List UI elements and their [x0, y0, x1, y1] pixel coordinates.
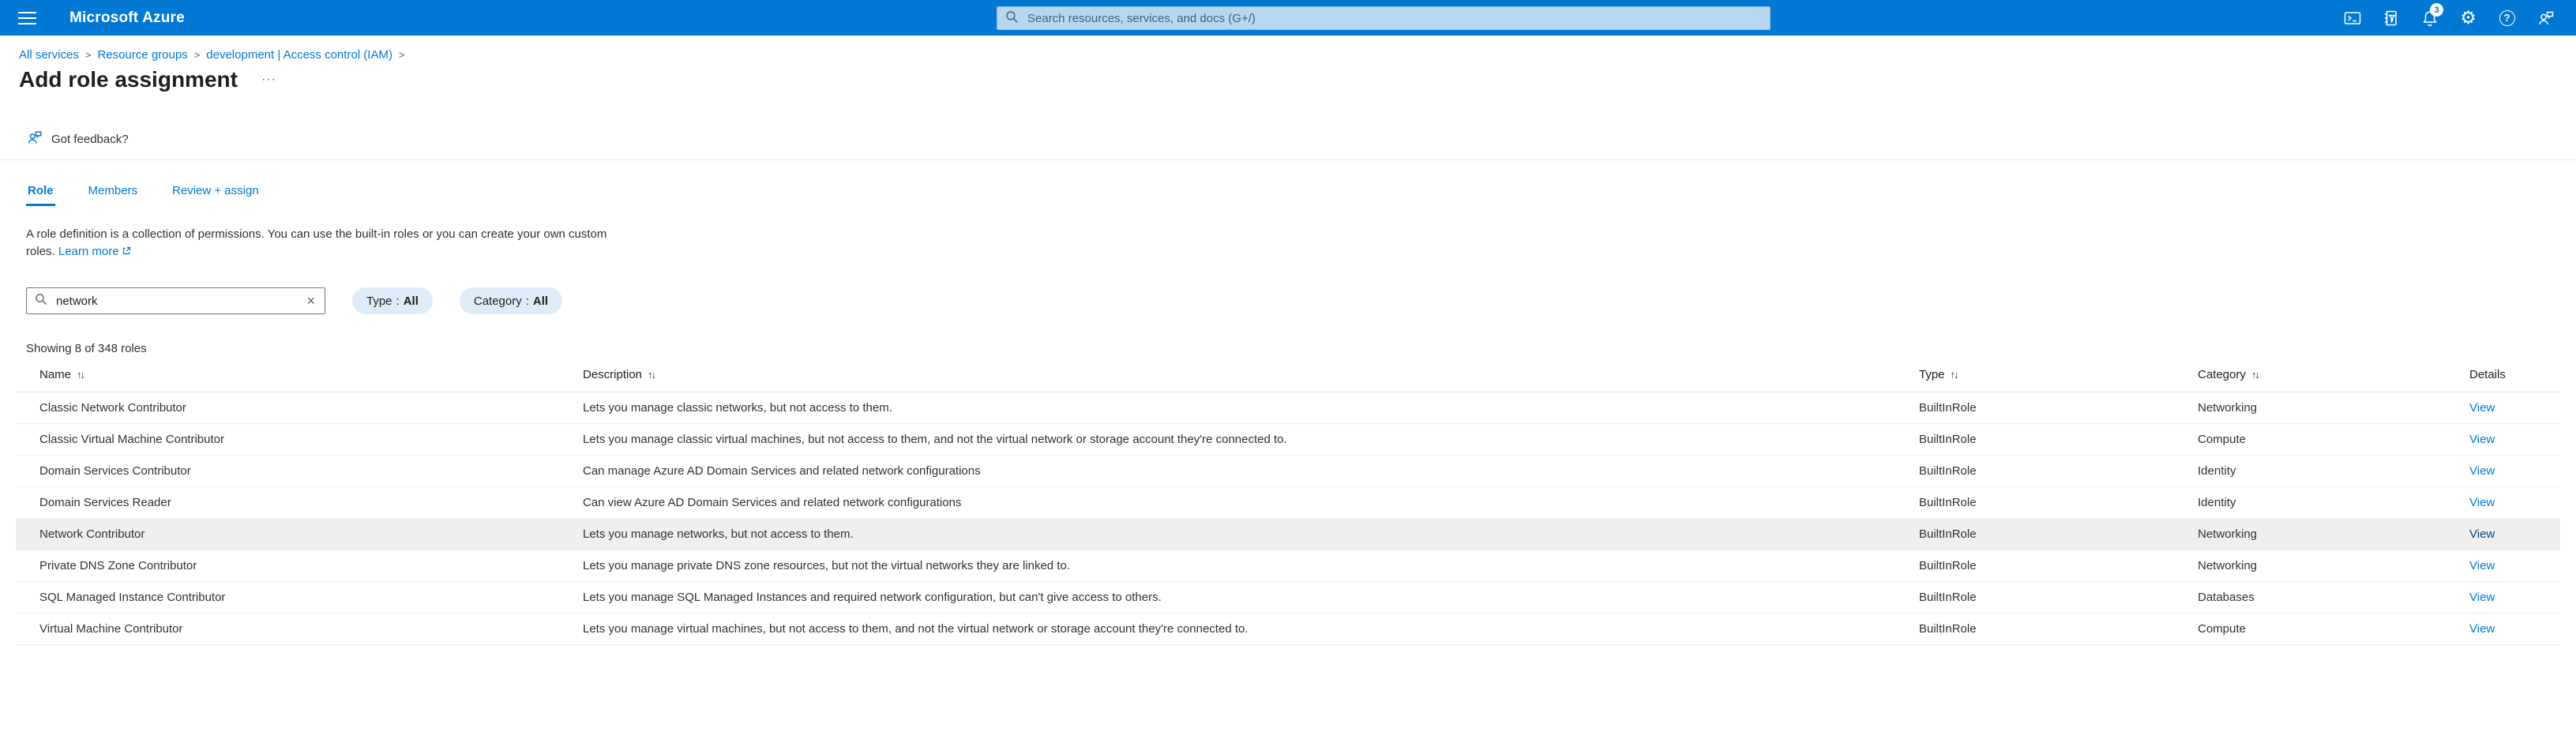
table-header-row — [16, 355, 2560, 392]
breadcrumb — [19, 48, 2576, 62]
table-row[interactable] — [16, 519, 2560, 550]
role-name: Virtual Machine Contributor — [39, 622, 183, 636]
role-name: Classic Virtual Machine Contributor — [39, 433, 224, 446]
view-details-link[interactable]: View — [2469, 559, 2495, 572]
role-name: Private DNS Zone Contributor — [39, 559, 197, 572]
directory-filter-icon[interactable] — [2371, 0, 2410, 36]
search-icon — [1005, 10, 1019, 27]
results-summary: Showing 8 of 348 roles — [26, 342, 147, 355]
view-details-link[interactable]: View — [2469, 527, 2495, 541]
brand-title[interactable]: Microsoft Azure — [69, 9, 185, 26]
help-icon[interactable]: ? — [2488, 0, 2526, 36]
role-type: BuiltInRole — [1919, 559, 1977, 572]
view-details-link[interactable]: View — [2469, 464, 2495, 478]
feedback-icon[interactable] — [2526, 0, 2565, 36]
breadcrumb-separator: > — [193, 49, 201, 61]
role-description: Can manage Azure AD Domain Services and related network configurations — [583, 464, 981, 478]
category-filter-pill[interactable]: Category : All — [460, 287, 562, 314]
breadcrumb-resource-groups[interactable]: Resource groups — [97, 48, 188, 62]
category-filter-value: All — [532, 294, 549, 308]
role-description: Lets you manage SQL Managed Instances and required network configuration, but can't give access to others. — [583, 591, 1162, 604]
role-category: Compute — [2198, 622, 2246, 636]
roles-table — [16, 355, 2560, 645]
pivot-tabs — [26, 179, 2576, 206]
sort-icon: ↑↓ — [2251, 369, 2259, 381]
table-row[interactable] — [16, 582, 2560, 614]
role-category: Databases — [2198, 591, 2255, 604]
tab-review-assign[interactable]: Review + assign — [172, 184, 259, 197]
sort-icon: ↑↓ — [1950, 369, 1958, 381]
search-icon — [35, 293, 47, 309]
role-description: Lets you manage classic networks, but not access to them. — [583, 401, 892, 415]
cloud-shell-icon[interactable] — [2333, 0, 2371, 36]
role-name: Network Contributor — [39, 527, 145, 541]
breadcrumb-separator: > — [84, 49, 92, 61]
topbar-icon-group — [2333, 0, 2565, 36]
notification-count-badge: 3 — [2430, 3, 2443, 17]
breadcrumb-development-iam[interactable]: development | Access control (IAM) — [206, 48, 392, 62]
got-feedback-button[interactable] — [26, 129, 129, 149]
role-definition-text: A role definition is a collection of permissions. You can use the built-in roles or you can create your own custom roles. — [26, 227, 607, 258]
view-details-link[interactable]: View — [2469, 433, 2495, 446]
global-search-bar[interactable] — [997, 6, 1771, 30]
type-filter-pill[interactable]: Type : All — [352, 287, 433, 314]
column-header-type[interactable]: Type ↑↓ — [1919, 368, 1958, 381]
role-search-input[interactable] — [54, 294, 298, 309]
table-row[interactable] — [16, 614, 2560, 645]
column-header-description[interactable]: Description ↑↓ — [583, 368, 655, 381]
role-description: Lets you manage networks, but not access to them. — [583, 527, 854, 541]
role-category: Identity — [2198, 496, 2236, 509]
role-category: Compute — [2198, 433, 2246, 446]
tab-members[interactable]: Members — [88, 184, 138, 197]
table-row[interactable] — [16, 487, 2560, 519]
role-type: BuiltInRole — [1919, 433, 1977, 446]
role-description: Lets you manage virtual machines, but not access to them, and not the virtual network or storage account they're connected to. — [583, 622, 1249, 636]
category-filter-label: Category — [473, 294, 522, 308]
role-category: Networking — [2198, 401, 2258, 415]
role-category: Identity — [2198, 464, 2236, 478]
clear-search-icon[interactable]: × — [306, 293, 315, 309]
table-body — [16, 392, 2560, 645]
hamburger-menu-icon[interactable] — [8, 0, 46, 36]
global-search-input[interactable] — [1026, 11, 1762, 26]
sort-icon: ↑↓ — [648, 369, 655, 381]
role-type: BuiltInRole — [1919, 622, 1977, 636]
role-type: BuiltInRole — [1919, 591, 1977, 604]
external-link-icon — [122, 246, 131, 259]
type-filter-label: Type — [366, 294, 392, 308]
table-row[interactable] — [16, 456, 2560, 487]
column-header-details: Details — [2469, 368, 2506, 381]
role-name: Domain Services Reader — [39, 496, 171, 509]
role-name: Domain Services Contributor — [39, 464, 191, 478]
tab-role[interactable]: Role — [26, 179, 55, 206]
feedback-person-icon — [26, 129, 43, 149]
type-filter-value: All — [403, 294, 419, 308]
commandbar-divider — [0, 159, 2576, 160]
column-header-name[interactable]: Name ↑↓ — [39, 368, 84, 381]
view-details-link[interactable]: View — [2469, 401, 2495, 415]
azure-top-bar — [0, 0, 2576, 36]
role-category: Networking — [2198, 559, 2258, 572]
role-name: Classic Network Contributor — [39, 401, 186, 415]
got-feedback-label: Got feedback? — [51, 132, 129, 146]
more-options-button[interactable]: ··· — [261, 73, 276, 86]
breadcrumb-separator: > — [398, 49, 405, 61]
view-details-link[interactable]: View — [2469, 496, 2495, 509]
breadcrumb-all-services[interactable]: All services — [19, 48, 79, 62]
sort-icon: ↑↓ — [77, 369, 84, 381]
role-name: SQL Managed Instance Contributor — [39, 591, 226, 604]
role-type: BuiltInRole — [1919, 464, 1977, 478]
table-row[interactable] — [16, 424, 2560, 456]
role-type: BuiltInRole — [1919, 496, 1977, 509]
role-description: Can view Azure AD Domain Services and related network configurations — [583, 496, 962, 509]
role-type: BuiltInRole — [1919, 401, 1977, 415]
learn-more-link[interactable]: Learn more — [58, 245, 119, 258]
view-details-link[interactable]: View — [2469, 622, 2495, 636]
view-details-link[interactable]: View — [2469, 591, 2495, 604]
role-type: BuiltInRole — [1919, 527, 1977, 541]
page-title: Add role assignment — [19, 67, 238, 92]
settings-gear-icon[interactable]: ⚙ — [2460, 7, 2476, 28]
table-row[interactable] — [16, 550, 2560, 582]
notifications-bell-icon[interactable] — [2410, 0, 2449, 36]
table-row[interactable] — [16, 392, 2560, 424]
role-search-box[interactable] — [26, 287, 325, 314]
role-definition-description — [26, 226, 638, 261]
role-category: Networking — [2198, 527, 2258, 541]
role-description: Lets you manage private DNS zone resources, but not the virtual networks they are linked to. — [583, 559, 1070, 572]
column-header-category[interactable]: Category ↑↓ — [2198, 368, 2259, 381]
role-description: Lets you manage classic virtual machines, but not access to them, and not the virtual network or storage account they're connected to. — [583, 433, 1287, 446]
